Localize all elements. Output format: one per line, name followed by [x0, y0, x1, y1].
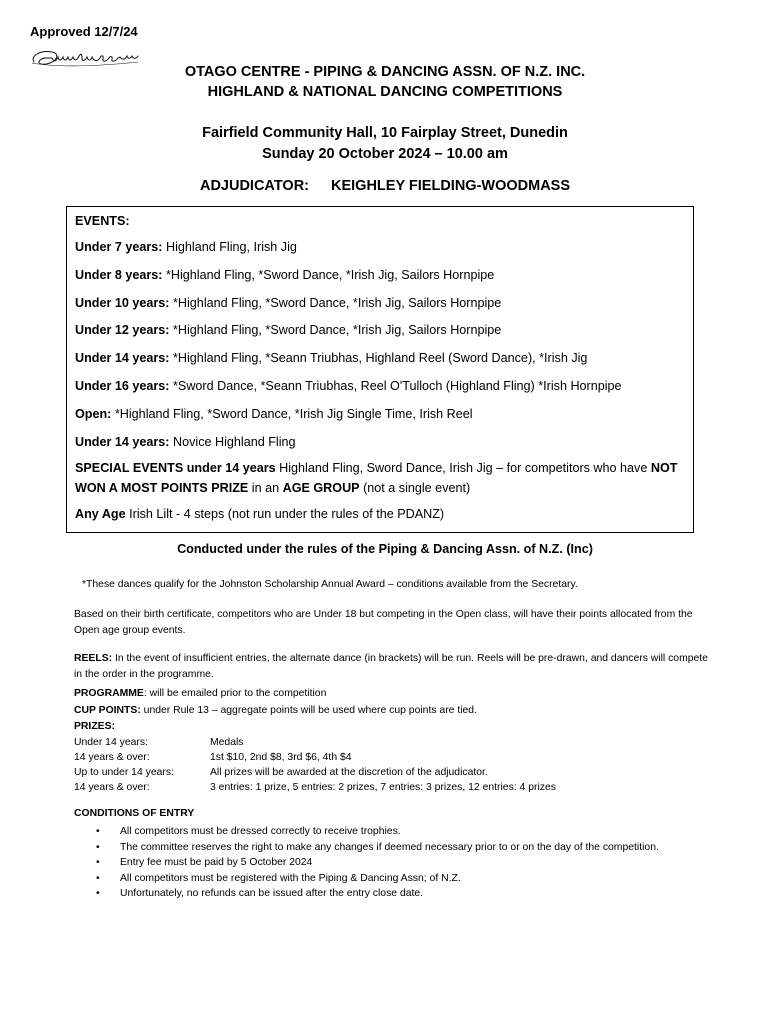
cup-points-note [74, 703, 477, 719]
reels-label: REELS: [74, 653, 113, 664]
special-events-note: (not a single event) [359, 480, 471, 495]
prize-value: 1st $10, 2nd $8, 3rd $6, 4th $4 [210, 752, 352, 763]
event-dances: *Highland Fling, *Seann Triubhas, Highland Reel (Sword Dance), *Irish Jig [169, 351, 588, 366]
event-row [75, 239, 685, 255]
adjudicator-name: KEIGHLEY FIELDING-WOODMASS [331, 178, 571, 194]
event-label: Under 14 years: [75, 434, 170, 449]
event-label: Any Age [75, 506, 126, 521]
event-label: Open: [75, 406, 112, 421]
condition-text: Unfortunately, no refunds can be issued after the entry close date. [120, 888, 424, 899]
event-row [75, 434, 685, 450]
prize-label: 14 years & over: [74, 752, 150, 763]
event-dances: *Sword Dance, *Seann Triubhas, Reel O'Tulloch (Highland Fling) *Irish Hornpipe [169, 378, 622, 393]
prize-value: 3 entries: 1 prize, 5 entries: 2 prizes, 7 entries: 3 prizes, 12 entries: 4 prizes [210, 782, 556, 793]
condition-text: The committee reserves the right to make any changes if deemed necessary prior to or on the day of the competition. [120, 841, 659, 853]
programme-note [74, 686, 326, 702]
event-dances: *Highland Fling, *Sword Dance, *Irish Jig, Sailors Hornpipe [169, 295, 502, 310]
event-dances: Irish Lilt - 4 steps (not run under the rules of the PDANZ) [125, 506, 445, 521]
bullet-icon: • [96, 857, 100, 868]
event-dances: Novice Highland Fling [169, 434, 296, 449]
cup-points-label: CUP POINTS: [74, 705, 141, 716]
event-dances: *Highland Fling, *Sword Dance, *Irish Jig, Sailors Hornpipe [169, 323, 502, 338]
event-label: Under 16 years: [75, 378, 170, 393]
programme-text: : will be emailed prior to the competition [143, 688, 327, 699]
list-item [96, 855, 696, 871]
event-row-any-age [75, 506, 685, 522]
event-label: Under 12 years: [75, 323, 170, 338]
prize-label: Under 14 years: [74, 737, 148, 748]
event-row [75, 350, 685, 366]
adjudicator-line [0, 177, 770, 196]
prize-value: All prizes will be awarded at the discretion of the adjudicator. [210, 767, 488, 778]
scholarship-note: *These dances qualify for the Johnston Scholarship Annual Award – conditions available from the Secretary. [82, 579, 578, 590]
condition-text: All competitors must be registered with the Piping & Dancing Assn; of N.Z. [120, 872, 461, 884]
reels-text: In the event of insufficient entries, the alternate dance (in brackets) will be run. Reels will be pre-drawn, and dancers will compete in the order in the programme. [74, 653, 708, 680]
special-events [75, 458, 685, 498]
special-events-text: in an [248, 480, 283, 495]
event-label: Under 8 years: [75, 267, 163, 282]
list-item [96, 871, 696, 887]
prize-label: 14 years & over: [74, 782, 150, 793]
bullet-icon: • [96, 841, 100, 853]
cup-points-text: under Rule 13 – aggregate points will be used where cup points are tied. [140, 705, 477, 716]
list-item [96, 840, 696, 856]
programme-label: PROGRAMME [74, 688, 144, 699]
special-events-dances: Highland Fling, Sword Dance, Irish Jig – for competitors who have [275, 460, 651, 475]
event-row [75, 267, 685, 283]
adjudicator-label: ADJUDICATOR: [199, 178, 310, 194]
list-item [96, 886, 696, 902]
event-label: Under 14 years: [75, 351, 170, 366]
prize-value: Medals [210, 737, 244, 748]
condition-text: All competitors must be dressed correctly to receive trophies. [120, 826, 401, 837]
prize-label: Up to under 14 years: [74, 767, 174, 778]
event-dances: Highland Fling, Irish Jig [162, 240, 297, 254]
prizes-title: PRIZES: [74, 721, 115, 732]
venue: Fairfield Community Hall, 10 Fairplay Street, Dunedin [202, 125, 568, 141]
events-title: EVENTS: [75, 214, 130, 228]
special-events-condition: NOT WON A MOST POINTS PRIZE [75, 460, 678, 495]
condition-text: Entry fee must be paid by 5 October 2024 [120, 857, 313, 868]
special-events-label: SPECIAL EVENTS under 14 years [75, 460, 276, 475]
conditions-title: CONDITIONS OF ENTRY [74, 808, 195, 819]
event-row [75, 295, 685, 311]
org-title: OTAGO CENTRE - PIPING & DANCING ASSN. OF N.Z. INC. [184, 64, 586, 80]
bullet-icon: • [96, 872, 100, 884]
event-row [75, 406, 685, 422]
special-events-age-group: AGE GROUP [282, 480, 360, 495]
birth-certificate-note: Based on their birth certificate, competitors who are Under 18 but competing in the Open class, will have their points allocated from the Open age group events. [74, 609, 693, 636]
events-box [66, 206, 694, 533]
competition-title: HIGHLAND & NATIONAL DANCING COMPETITIONS [207, 84, 563, 100]
event-row [75, 378, 685, 394]
event-date: Sunday 20 October 2024 – 10.00 am [262, 146, 508, 162]
bullet-icon: • [96, 888, 100, 899]
rules-statement: Conducted under the rules of the Piping & Dancing Assn. of N.Z. (Inc) [177, 542, 593, 556]
approval-note: Approved 12/7/24 [30, 24, 138, 39]
event-row [75, 322, 685, 338]
event-dances: *Highland Fling, *Sword Dance, *Irish Jig, Sailors Hornpipe [162, 267, 495, 282]
reels-note [74, 651, 714, 682]
event-dances: *Highland Fling, *Sword Dance, *Irish Jig Single Time, Irish Reel [111, 406, 473, 421]
conditions-list [96, 824, 696, 902]
event-label: Under 7 years: [75, 240, 163, 254]
bullet-icon: • [96, 826, 100, 837]
list-item [96, 824, 696, 840]
event-label: Under 10 years: [75, 295, 170, 310]
